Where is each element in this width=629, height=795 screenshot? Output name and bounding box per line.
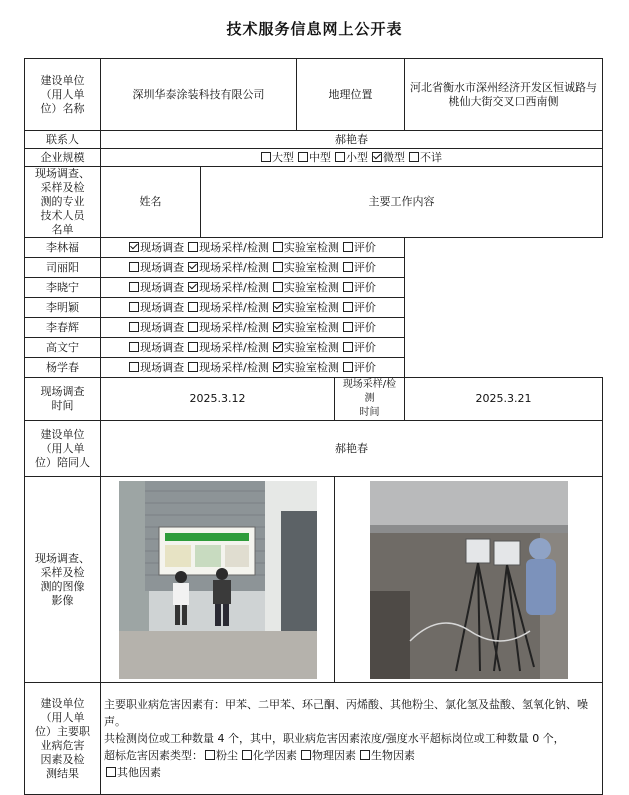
work-option-0[interactable] <box>129 241 184 254</box>
type-option-0[interactable] <box>205 749 238 762</box>
option-label: 评价 <box>353 240 376 254</box>
work-option-2[interactable] <box>273 361 339 374</box>
work-option-2[interactable] <box>273 341 339 354</box>
option-label: 评价 <box>353 320 376 334</box>
work-option-3[interactable] <box>343 281 376 294</box>
checkbox-icon[interactable] <box>273 242 283 252</box>
work-option-2[interactable] <box>273 301 339 314</box>
option-label: 实验室检测 <box>283 260 339 274</box>
staff-name: 杨学春 <box>25 358 101 378</box>
staff-work <box>101 258 405 278</box>
option-label: 评价 <box>353 260 376 274</box>
checkbox-icon[interactable] <box>343 262 353 272</box>
option-label: 现场调查 <box>140 300 185 314</box>
staff-row <box>25 318 603 338</box>
checkbox-icon[interactable] <box>188 282 198 292</box>
work-option-3[interactable] <box>343 361 376 374</box>
option-label: 粉尘 <box>216 749 238 762</box>
work-option-2[interactable] <box>273 261 339 274</box>
work-option-0[interactable] <box>129 361 184 374</box>
option-label: 现场采样/检测 <box>199 300 269 314</box>
work-option-3[interactable] <box>343 261 376 274</box>
work-option-1[interactable] <box>188 241 269 254</box>
checkbox-icon[interactable] <box>343 302 353 312</box>
work-option-3[interactable] <box>343 301 376 314</box>
option-label: 现场采样/检测 <box>199 280 269 294</box>
work-option-0[interactable] <box>129 261 184 274</box>
survey-date: 2025.3.12 <box>101 378 335 421</box>
sampling-photo <box>370 481 568 679</box>
info-table <box>24 58 603 795</box>
option-label: 现场采样/检测 <box>199 360 269 374</box>
checkbox-icon[interactable] <box>343 322 353 332</box>
option-label: 现场调查 <box>140 260 185 274</box>
images-label: 现场调查、 采样及检 测的图像 影像 <box>25 477 101 683</box>
checkbox-icon[interactable] <box>360 750 370 760</box>
scale-option-2[interactable] <box>335 151 368 164</box>
checkbox-icon[interactable] <box>188 322 198 332</box>
checkbox-icon[interactable] <box>343 362 353 372</box>
option-label: 化学因素 <box>253 749 297 762</box>
staff-row <box>25 278 603 298</box>
option-label: 实验室检测 <box>283 320 339 334</box>
checkbox-icon[interactable] <box>188 242 198 252</box>
staff-row <box>25 358 603 378</box>
checkbox-icon[interactable] <box>129 282 139 292</box>
survey-time-label: 现场调查 时间 <box>25 378 101 421</box>
work-option-0[interactable] <box>129 281 184 294</box>
checkbox-icon[interactable] <box>273 362 283 372</box>
checkbox-icon[interactable] <box>129 362 139 372</box>
checkbox-icon[interactable] <box>261 152 271 162</box>
work-option-1[interactable] <box>188 361 269 374</box>
scale-options <box>101 149 603 167</box>
staff-row <box>25 298 603 318</box>
work-option-3[interactable] <box>343 341 376 354</box>
option-label: 评价 <box>353 360 376 374</box>
other-factor <box>104 764 599 781</box>
sampling-time-label: 现场采样/检测 时间 <box>335 378 405 421</box>
option-label: 现场调查 <box>140 240 185 254</box>
checkbox-icon[interactable] <box>343 282 353 292</box>
checkbox-icon[interactable] <box>273 282 283 292</box>
type-option-1[interactable] <box>242 749 297 762</box>
staff-name: 李晓宁 <box>25 278 101 298</box>
work-option-2[interactable] <box>273 321 339 334</box>
checkbox-icon[interactable] <box>129 322 139 332</box>
main-factors-text: 主要职业病危害因素有：甲苯、二甲苯、环己酮、丙烯酸、其他粉尘、氯化氢及盐酸、氢氧化钠、噪声。 <box>104 698 588 728</box>
work-option-1[interactable] <box>188 281 269 294</box>
work-option-3[interactable] <box>343 241 376 254</box>
work-header: 主要工作内容 <box>201 167 603 238</box>
option-label: 现场调查 <box>140 320 185 334</box>
option-label: 实验室检测 <box>283 240 339 254</box>
option-label: 不详 <box>420 150 442 164</box>
staff-work <box>101 338 405 358</box>
option-label: 现场调查 <box>140 340 185 354</box>
staff-name: 李明颖 <box>25 298 101 318</box>
name-header: 姓名 <box>101 167 201 238</box>
staff-work <box>101 318 405 338</box>
scale-option-3[interactable] <box>372 151 405 164</box>
option-label: 实验室检测 <box>283 340 339 354</box>
exceed-types: 超标危害因素类型： 粉尘 化学因素 物理因素 生物因素 <box>104 749 415 762</box>
checkbox-icon[interactable] <box>188 302 198 312</box>
staff-name: 李林福 <box>25 238 101 258</box>
checkbox-icon[interactable] <box>129 262 139 272</box>
checkbox-icon[interactable] <box>273 342 283 352</box>
checkbox-icon[interactable] <box>188 262 198 272</box>
work-option-1[interactable] <box>188 261 269 274</box>
staff-work <box>101 298 405 318</box>
work-option-1[interactable] <box>188 341 269 354</box>
checkbox-icon[interactable] <box>188 362 198 372</box>
option-label: 现场调查 <box>140 360 185 374</box>
sampling-date: 2025.3.21 <box>405 378 603 421</box>
work-option-2[interactable] <box>273 241 339 254</box>
site-survey-photo <box>119 481 317 679</box>
checkbox-icon[interactable] <box>343 342 353 352</box>
work-option-1[interactable] <box>188 321 269 334</box>
checkbox-icon[interactable] <box>106 767 116 777</box>
checkbox-icon[interactable] <box>335 152 345 162</box>
work-option-0[interactable] <box>129 301 184 314</box>
checkbox-icon[interactable] <box>188 342 198 352</box>
work-option-2[interactable] <box>273 281 339 294</box>
staff-work <box>101 278 405 298</box>
checkbox-icon[interactable] <box>301 750 311 760</box>
checkbox-icon[interactable] <box>372 152 382 162</box>
option-label: 现场采样/检测 <box>199 260 269 274</box>
checkbox-icon[interactable] <box>298 152 308 162</box>
option-label: 现场采样/检测 <box>199 340 269 354</box>
work-option-3[interactable] <box>343 321 376 334</box>
option-label: 实验室检测 <box>283 280 339 294</box>
checkbox-icon[interactable] <box>343 242 353 252</box>
option-label: 小型 <box>346 150 368 164</box>
work-option-0[interactable] <box>129 321 184 334</box>
scale-option-4[interactable] <box>409 151 442 164</box>
option-label: 大型 <box>272 150 294 164</box>
option-label: 现场采样/检测 <box>199 320 269 334</box>
contact-label: 联系人 <box>25 131 101 149</box>
checkbox-icon[interactable] <box>129 242 139 252</box>
checkbox-icon[interactable] <box>129 302 139 312</box>
staff-row <box>25 338 603 358</box>
page-title: 技术服务信息网上公开表 <box>226 20 403 38</box>
option-label: 评价 <box>353 280 376 294</box>
checkbox-icon[interactable] <box>242 750 252 760</box>
results-label: 建设单位 （用人单 位）主要职 业病危害 因素及检 测结果 <box>25 683 101 795</box>
staff-name: 司丽阳 <box>25 258 101 278</box>
checkbox-icon[interactable] <box>273 322 283 332</box>
staff-work <box>101 238 405 258</box>
staff-label: 现场调查、 采样及检 测的专业 技术人员 名单 <box>25 167 101 238</box>
escort-value: 郝艳春 <box>101 421 603 477</box>
option-label: 生物因素 <box>371 749 415 762</box>
scale-option-0[interactable] <box>261 151 294 164</box>
option-label: 物理因素 <box>312 749 356 762</box>
staff-work <box>101 358 405 378</box>
checkbox-icon[interactable] <box>273 302 283 312</box>
sampling-photo-cell <box>335 477 603 683</box>
option-label: 现场调查 <box>140 280 185 294</box>
option-label: 实验室检测 <box>283 300 339 314</box>
escort-label: 建设单位 （用人单 位）陪同人 <box>25 421 101 477</box>
staff-name: 高文宁 <box>25 338 101 358</box>
staff-row <box>25 238 603 258</box>
unit-label: 建设单位 （用人单 位）名称 <box>25 59 101 131</box>
option-label: 微型 <box>383 150 405 164</box>
work-option-0[interactable] <box>129 341 184 354</box>
scale-option-1[interactable] <box>298 151 331 164</box>
type-option-2[interactable] <box>301 749 356 762</box>
checkbox-icon[interactable] <box>205 750 215 760</box>
option-label: 其他因素 <box>117 766 161 779</box>
other-option[interactable] <box>106 766 161 779</box>
contact-value: 郝艳春 <box>101 131 603 149</box>
staff-name: 李春辉 <box>25 318 101 338</box>
type-option-3[interactable] <box>360 749 415 762</box>
option-label: 实验室检测 <box>283 360 339 374</box>
option-label: 中型 <box>309 150 331 164</box>
checkbox-icon[interactable] <box>273 262 283 272</box>
scale-label: 企业规模 <box>25 149 101 167</box>
option-label: 评价 <box>353 340 376 354</box>
option-label: 现场采样/检测 <box>199 240 269 254</box>
option-label: 评价 <box>353 300 376 314</box>
checkbox-icon[interactable] <box>409 152 419 162</box>
site-photo-cell <box>101 477 335 683</box>
checkbox-icon[interactable] <box>129 342 139 352</box>
company-name: 深圳华泰涂装科技有限公司 <box>101 59 297 131</box>
location-label: 地理位置 <box>297 59 405 131</box>
location-value: 河北省衡水市深州经济开发区恒诚路与 桃仙大街交叉口西南侧 <box>405 59 603 131</box>
results-content <box>101 683 603 795</box>
staff-row <box>25 258 603 278</box>
summary-text: 共检测岗位或工种数量 4 个，其中，职业病危害因素浓度/强度水平超标岗位或工种数量 0 个， <box>104 732 565 745</box>
work-option-1[interactable] <box>188 301 269 314</box>
